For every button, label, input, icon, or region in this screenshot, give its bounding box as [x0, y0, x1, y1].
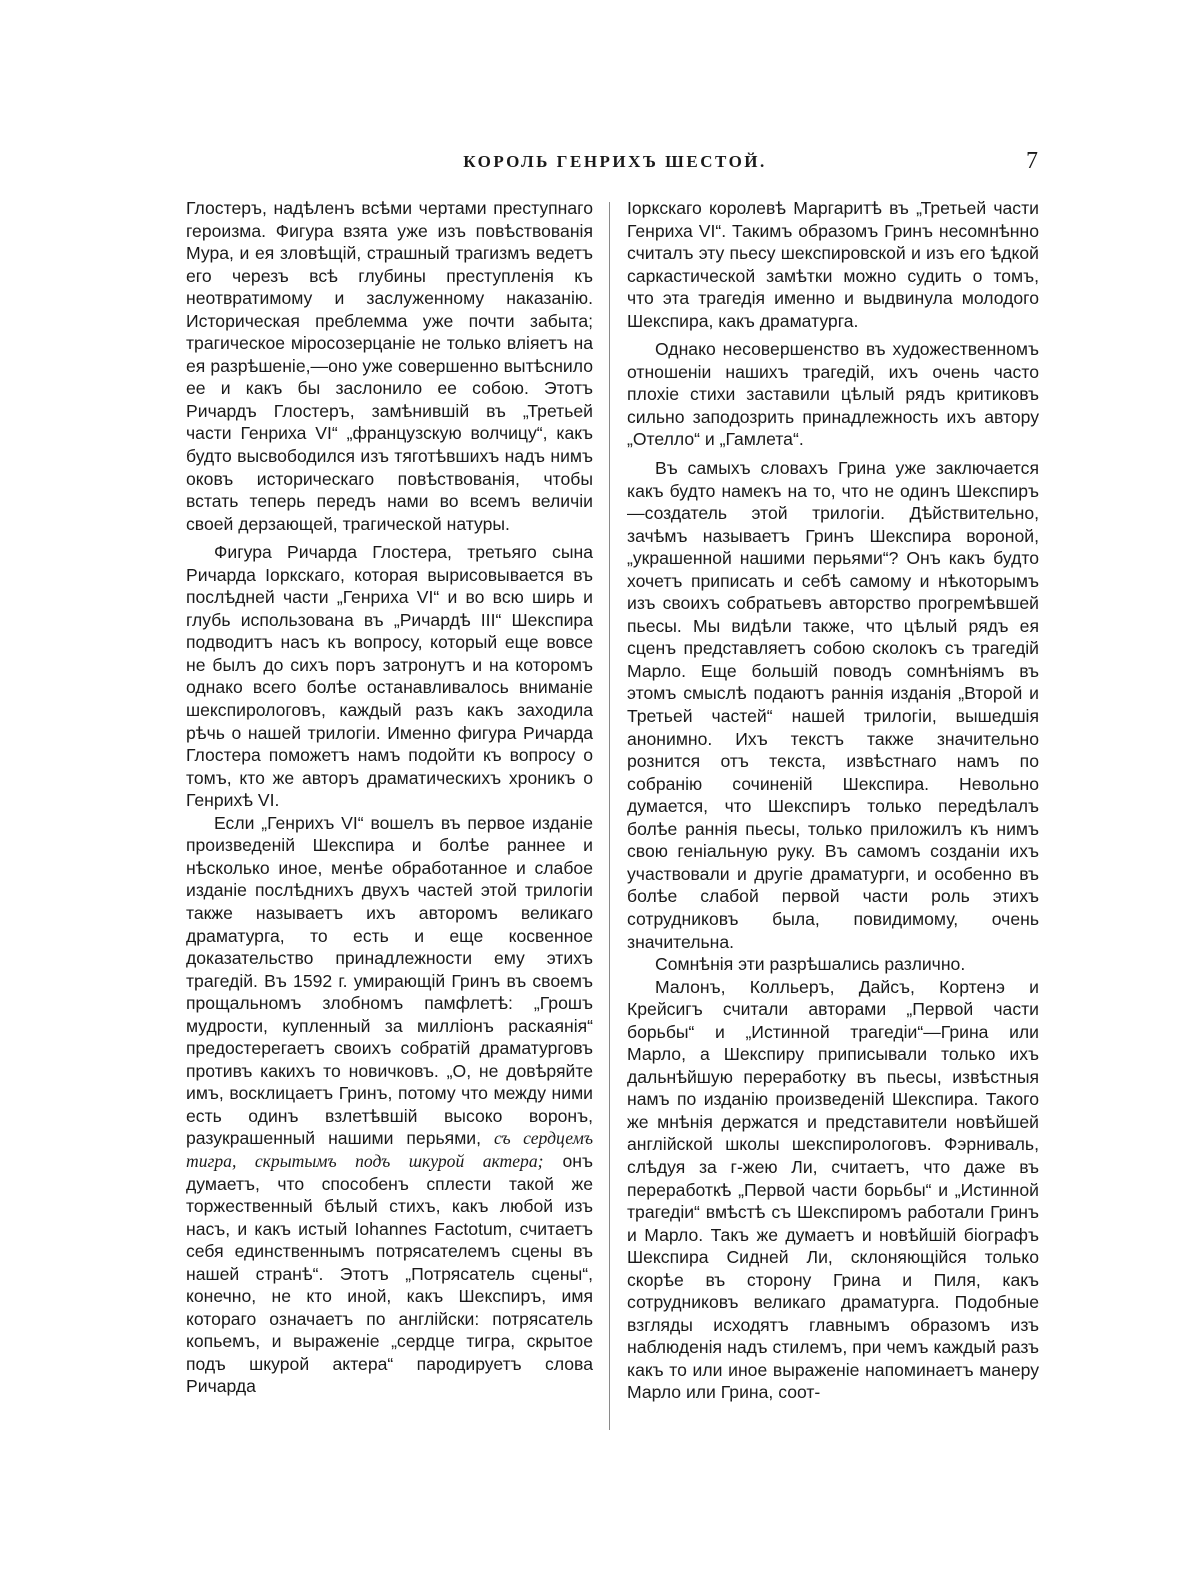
column-divider	[609, 202, 610, 1430]
left-paragraph-2: Фигура Ричарда Глостера, третьяго сына Ричарда Іоркскаго, которая вырисовывается въ послѣдней части „Генриха VI“ и во всю ширь и глубь использована въ „Ричардѣ III“ Шекспира подводитъ насъ къ вопросу, который еще вовсе не былъ до сихъ поръ затронутъ и на которомъ однако всего болѣе останавливалось вниманіе шекспирологовъ, каждый разъ какъ заходила рѣчь о нашей трилогіи. Именно фигура Ричарда Глостера поможетъ намъ подойти къ вопросу о томъ, кто же авторъ драматическихъ хроникъ о Генрихѣ VI.	[186, 542, 593, 811]
left-paragraph-3	[186, 812, 593, 1398]
page-header	[186, 148, 1044, 182]
right-paragraph-4: Сомнѣнія эти разрѣшались различно.	[655, 954, 966, 975]
right-paragraph-5: Малонъ, Колльеръ, Дайсъ, Кортенэ и Крейсигъ считали авторами „Первой части борьбы“ и „Истинной трагедіи“—Грина или Марло, а Шекспиру приписывали только ихъ дальнѣйшую переработку въ пьесы, извѣстныя намъ по изданію произведеній Шекспира. Такого же мнѣнія держатся и представители новѣйшей англійской школы шекспирологовъ. Фэрниваль, слѣдуя за г-жею Ли, считаетъ, что даже въ переработкѣ „Первой части борьбы“ и „Истинной трагедіи“ вмѣстѣ съ Шекспиромъ работали Гринъ и Марло. Такъ же думаетъ и новѣйшій біографъ Шекспира Сидней Ли, склоняющійся только скорѣе въ сторону Грина и Пиля, какъ сотрудниковъ великаго драматурга. Подобные взгляды исходятъ главнымъ образомъ изъ наблюденія надъ стилемъ, при чемъ каждый разъ какъ то или иное выраженіе напоминаетъ манеру Марло или Грина, соот-	[627, 976, 1039, 1403]
right-column	[627, 197, 1039, 1404]
right-paragraph-1: Іоркскаго королевѣ Маргаритѣ въ „Третьей части Генриха VI“. Такимъ образомъ Гринъ несомнѣнно считалъ эту пьесу шекспировской и изъ его ѣдкой саркастической замѣтки можно судить о томъ, что эта трагедія именно и выдвинула молодого Шекспира, какъ драматурга.	[627, 198, 1039, 331]
left-paragraph-3-end: онъ думаетъ, что способенъ сплести такой же торжественный бѣлый стихъ, какъ любой изъ насъ, и какъ истый Iohannes Factotum, считаетъ себя единственнымъ потрясателемъ сцены въ нашей странѣ“. Этотъ „Потрясатель сцены“, конечно, не кто иной, какъ Шекспиръ, имя котораго означаетъ по англійски: потрясатель копьемъ, и выраженіе „сердце тигра, скрытое подъ шкурой актера“ пародируетъ слова Ричарда	[186, 1150, 593, 1397]
right-paragraph-2: Однако несовершенство въ художественномъ отношеніи нашихъ трагедій, ихъ очень часто плохіе стихи заставили цѣлый рядъ критиковъ сильно заподозрить принадлежность ихъ автору „Отелло“ и „Гамлета“.	[627, 339, 1039, 450]
page-number: 7	[1026, 148, 1038, 174]
right-paragraph-3: Въ самыхъ словахъ Грина уже заключается какъ будто намекъ на то, что не одинъ Шекспиръ—создатель этой трилогіи. Дѣйствительно, зачѣмъ называетъ Гринъ Шекспира вороной, „украшенной нашими перьями“? Онъ какъ будто хочетъ приписать и себѣ самому и нѣкоторымъ изъ своихъ собратьевъ авторство прогремѣвшей пьесы. Мы видѣли также, что цѣлый рядъ ея сценъ представляетъ собою сколокъ съ трагедій Марло. Еще большій поводъ сомнѣніямъ въ этомъ смыслѣ подаютъ раннія изданія „Второй и Третьей частей“ нашей трилогіи, вышедшія анонимно. Ихъ текстъ также значительно рознится отъ текста, извѣстнаго намъ по собранію сочиненій Шекспира. Невольно думается, что Шекспиръ только передѣлалъ болѣе раннія пьесы, только приложилъ къ нимъ свою геніальную руку. Въ самомъ созданіи ихъ участвовали и другіе драматурги, и особенно въ болѣе слабой первой части роль этихъ сотрудниковъ была, повидимому, очень значительна.	[627, 458, 1039, 952]
running-title: КОРОЛЬ ГЕНРИХЪ ШЕСТОЙ.	[463, 152, 767, 171]
italic-quote: съ сердцемъ тигра, скрытымъ подъ шкурой актера;	[186, 1128, 593, 1171]
left-paragraph-3-start: Если „Генрихъ VI“ вошелъ въ первое изданіе произведеній Шекспира и болѣе раннее и нѣсколько иное, менѣе обработанное и слабое изданіе послѣднихъ двухъ частей этой трилогіи также называетъ ихъ авторомъ великаго драматурга, то есть и еще косвенное доказательство принадлежности ему этихъ трагедій. Въ 1592 г. умирающій Гринъ въ своемъ прощальномъ злобномъ памфлетѣ: „Грошъ мудрости, купленный за милліонъ раскаянія“ предостерегаетъ своихъ собратій драматурговъ противъ какихъ то новичковъ. „О, не довѣряйте имъ, восклицаетъ Гринъ, потому что между ними есть одинъ взлетѣвшій высоко воронъ, разукрашенный нашими перьями,	[186, 812, 593, 1149]
left-column	[186, 197, 593, 1398]
left-paragraph-1: Глостеръ, надѣленъ всѣми чертами преступнаго героизма. Фигура взята уже изъ повѣствованія Мура, и ея зловѣщій, страшный трагизмъ ведетъ его черезъ всѣ глубины преступленія къ неотвратимому и заслуженному наказанію. Историческая преблемма уже почти забыта; трагическое міросозерцаніе не только вліяетъ на ея разрѣшеніе,—оно уже совершенно вытѣснило ее и какъ бы заслонило ее собою. Этотъ Ричардъ Глостеръ, замѣнившій въ „Третьей части Генриха VI“ „французскую волчицу“, какъ будто высвободился изъ тяготѣвшихъ надъ нимъ оковъ историческаго повѣствованія, чтобы встать теперь передъ нами во всемъ величіи своей дерзающей, трагической натуры.	[186, 198, 593, 534]
